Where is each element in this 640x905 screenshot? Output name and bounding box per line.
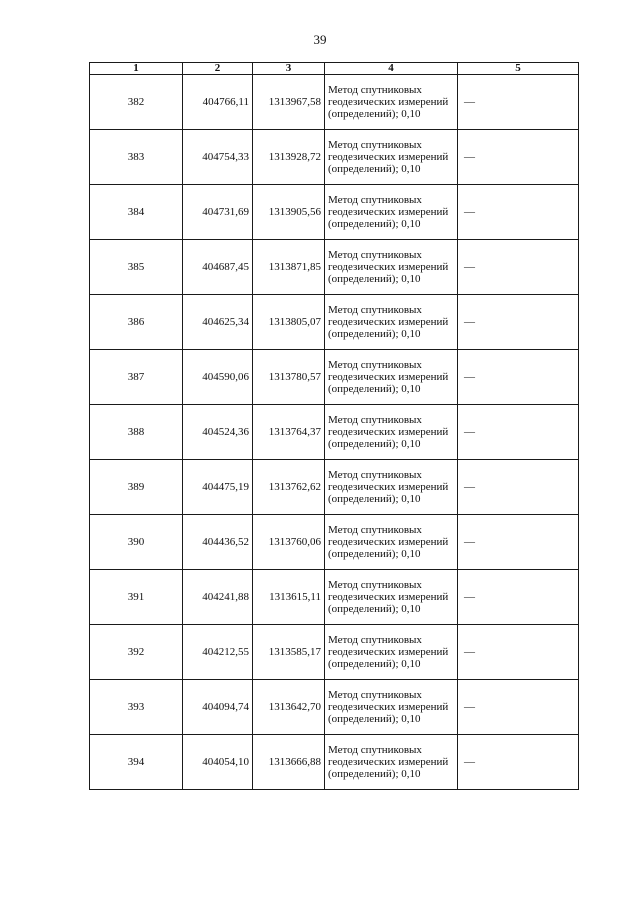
point-number-cell: 393	[90, 680, 183, 735]
point-number-cell: 389	[90, 460, 183, 515]
note-cell: —	[458, 625, 579, 680]
table-header-row	[90, 63, 579, 75]
x-coordinate-cell: 404687,45	[183, 240, 253, 295]
x-coordinate-cell: 404754,33	[183, 130, 253, 185]
point-number-cell: 386	[90, 295, 183, 350]
table-row	[90, 515, 579, 570]
y-coordinate-cell: 1313805,07	[253, 295, 325, 350]
column-header-5: 5	[458, 63, 579, 75]
table-body	[90, 75, 579, 790]
y-coordinate-cell: 1313666,88	[253, 735, 325, 790]
method-cell: Метод спутниковых геодезических измерений (определений); 0,10	[325, 75, 458, 130]
method-cell: Метод спутниковых геодезических измерений (определений); 0,10	[325, 130, 458, 185]
note-cell: —	[458, 735, 579, 790]
x-coordinate-cell: 404241,88	[183, 570, 253, 625]
table-row	[90, 460, 579, 515]
table-row	[90, 625, 579, 680]
y-coordinate-cell: 1313871,85	[253, 240, 325, 295]
x-coordinate-cell: 404590,06	[183, 350, 253, 405]
method-cell: Метод спутниковых геодезических измерений (определений); 0,10	[325, 185, 458, 240]
x-coordinate-cell: 404054,10	[183, 735, 253, 790]
page-number: 39	[313, 32, 327, 47]
table-row	[90, 405, 579, 460]
x-coordinate-cell: 404625,34	[183, 295, 253, 350]
point-number-cell: 383	[90, 130, 183, 185]
y-coordinate-cell: 1313762,62	[253, 460, 325, 515]
y-coordinate-cell: 1313967,58	[253, 75, 325, 130]
method-cell: Метод спутниковых геодезических измерений (определений); 0,10	[325, 405, 458, 460]
point-number-cell: 388	[90, 405, 183, 460]
note-cell: —	[458, 350, 579, 405]
point-number-cell: 382	[90, 75, 183, 130]
y-coordinate-cell: 1313760,06	[253, 515, 325, 570]
note-cell: —	[458, 460, 579, 515]
column-header-4: 4	[325, 63, 458, 75]
point-number-cell: 391	[90, 570, 183, 625]
x-coordinate-cell: 404766,11	[183, 75, 253, 130]
table-row	[90, 130, 579, 185]
column-header-2: 2	[183, 63, 253, 75]
table-row	[90, 735, 579, 790]
method-cell: Метод спутниковых геодезических измерений (определений); 0,10	[325, 680, 458, 735]
table-row	[90, 680, 579, 735]
x-coordinate-cell: 404731,69	[183, 185, 253, 240]
point-number-cell: 384	[90, 185, 183, 240]
y-coordinate-cell: 1313642,70	[253, 680, 325, 735]
method-cell: Метод спутниковых геодезических измерений (определений); 0,10	[325, 460, 458, 515]
point-number-cell: 392	[90, 625, 183, 680]
x-coordinate-cell: 404094,74	[183, 680, 253, 735]
point-number-cell: 390	[90, 515, 183, 570]
note-cell: —	[458, 75, 579, 130]
table-row	[90, 240, 579, 295]
note-cell: —	[458, 570, 579, 625]
method-cell: Метод спутниковых геодезических измерений (определений); 0,10	[325, 350, 458, 405]
method-cell: Метод спутниковых геодезических измерений (определений); 0,10	[325, 735, 458, 790]
method-cell: Метод спутниковых геодезических измерений (определений); 0,10	[325, 515, 458, 570]
table-row	[90, 185, 579, 240]
y-coordinate-cell: 1313928,72	[253, 130, 325, 185]
table-row	[90, 350, 579, 405]
note-cell: —	[458, 295, 579, 350]
coordinates-table	[89, 62, 579, 790]
y-coordinate-cell: 1313905,56	[253, 185, 325, 240]
note-cell: —	[458, 515, 579, 570]
method-cell: Метод спутниковых геодезических измерений (определений); 0,10	[325, 240, 458, 295]
note-cell: —	[458, 405, 579, 460]
y-coordinate-cell: 1313764,37	[253, 405, 325, 460]
point-number-cell: 387	[90, 350, 183, 405]
column-header-1: 1	[90, 63, 183, 75]
y-coordinate-cell: 1313585,17	[253, 625, 325, 680]
note-cell: —	[458, 680, 579, 735]
x-coordinate-cell: 404212,55	[183, 625, 253, 680]
table-row	[90, 570, 579, 625]
y-coordinate-cell: 1313780,57	[253, 350, 325, 405]
method-cell: Метод спутниковых геодезических измерений (определений); 0,10	[325, 570, 458, 625]
table-row	[90, 75, 579, 130]
note-cell: —	[458, 185, 579, 240]
y-coordinate-cell: 1313615,11	[253, 570, 325, 625]
note-cell: —	[458, 240, 579, 295]
point-number-cell: 394	[90, 735, 183, 790]
method-cell: Метод спутниковых геодезических измерений (определений); 0,10	[325, 295, 458, 350]
x-coordinate-cell: 404436,52	[183, 515, 253, 570]
method-cell: Метод спутниковых геодезических измерений (определений); 0,10	[325, 625, 458, 680]
x-coordinate-cell: 404524,36	[183, 405, 253, 460]
note-cell: —	[458, 130, 579, 185]
point-number-cell: 385	[90, 240, 183, 295]
x-coordinate-cell: 404475,19	[183, 460, 253, 515]
table-row	[90, 295, 579, 350]
column-header-3: 3	[253, 63, 325, 75]
